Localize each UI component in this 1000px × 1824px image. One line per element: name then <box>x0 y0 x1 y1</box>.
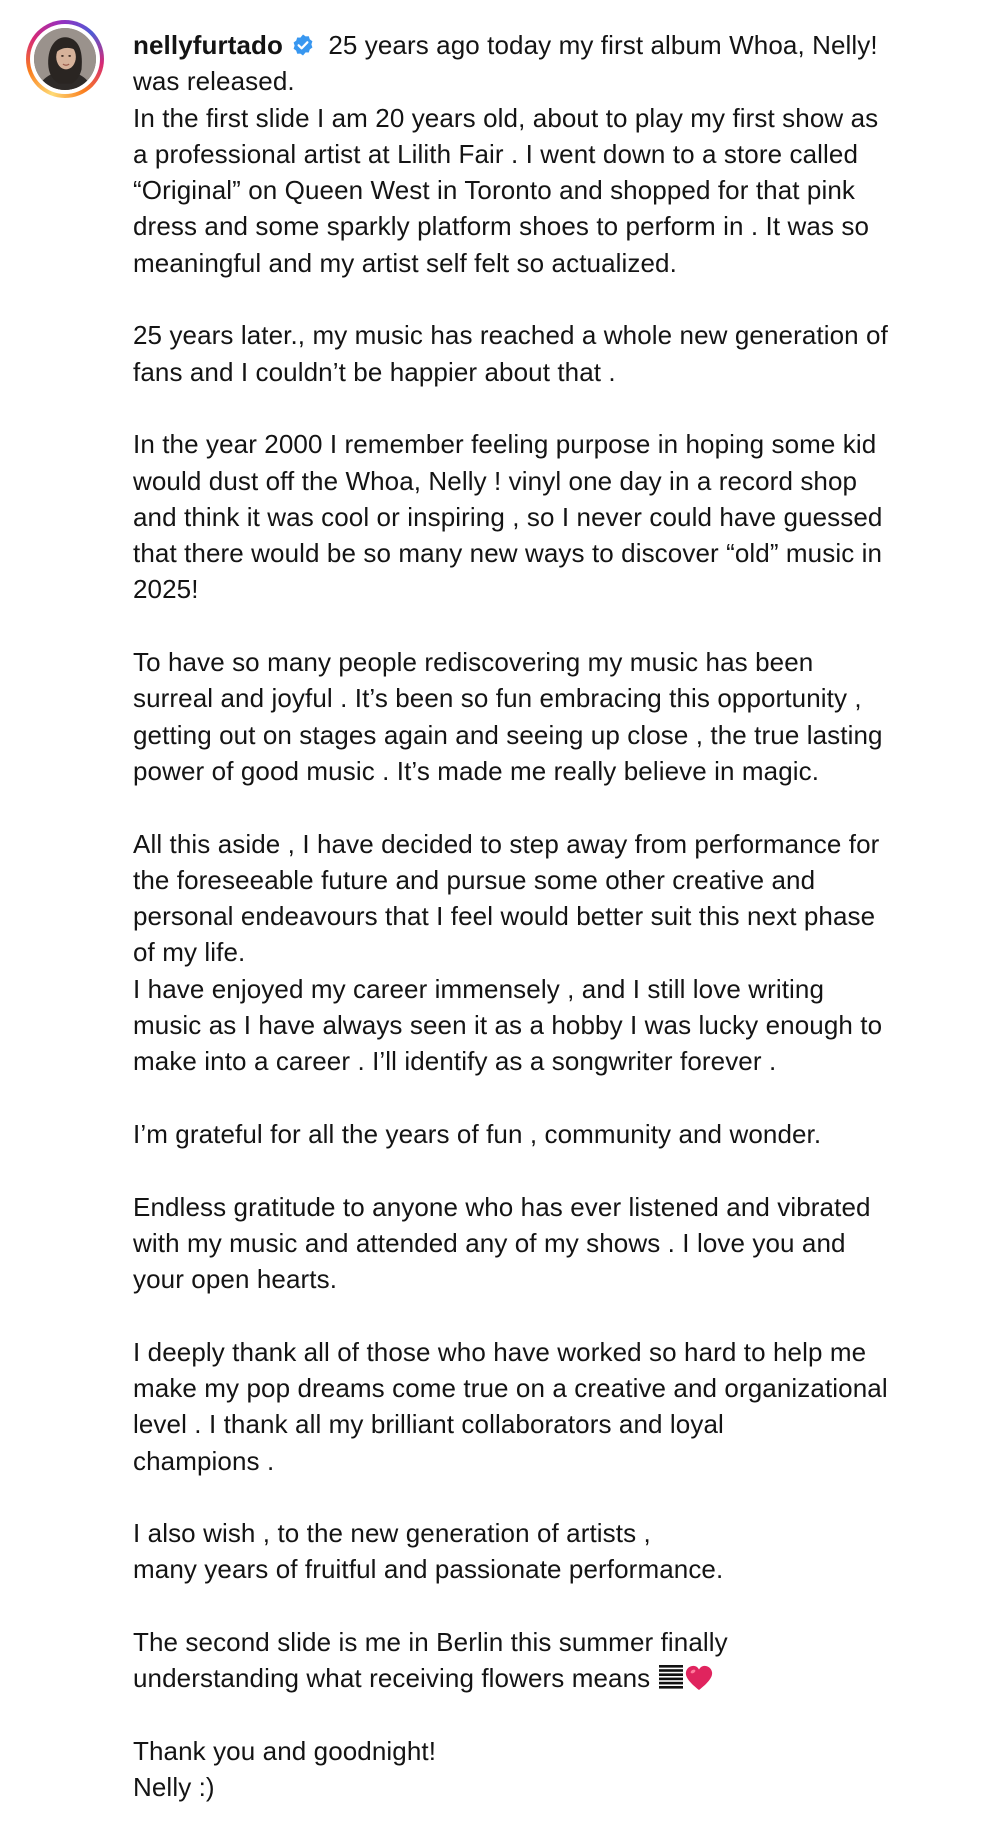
caption-line: your open hearts. <box>133 1264 338 1295</box>
caption-line: I deeply thank all of those who have worked so hard to help me <box>133 1336 867 1367</box>
red-heart-emoji <box>684 1663 714 1693</box>
caption-line: meaningful and my artist self felt so actualized. <box>133 247 677 278</box>
caption-line: In the first slide I am 20 years old, about to play my first show as <box>133 102 879 133</box>
caption-line: 2025! <box>133 574 199 605</box>
caption-line: The second slide is me in Berlin this summer finally <box>133 1627 728 1658</box>
caption-line: would dust off the Whoa, Nelly ! vinyl one day in a record shop <box>133 465 858 496</box>
caption-line: I’m grateful for all the years of fun , community and wonder. <box>133 1118 822 1149</box>
caption-line: I have enjoyed my career immensely , and I still love writing <box>133 973 825 1004</box>
username-link[interactable]: nellyfurtado <box>133 30 283 60</box>
caption-blank-line <box>133 608 993 644</box>
caption-line: “Original” on Queen West in Toronto and shopped for that pink <box>133 175 856 206</box>
caption-line: dress and some sparkly platform shoes to perform in . It was so <box>133 211 870 242</box>
caption-blank-line <box>133 789 993 825</box>
caption-line: Endless gratitude to anyone who has ever listened and vibrated <box>133 1191 871 1222</box>
caption-blank-line <box>133 281 993 317</box>
caption-blank-line <box>133 1297 993 1333</box>
caption-line: level . I thank all my brilliant collaborators and loyal <box>133 1409 724 1440</box>
caption-closing-line: Thank you and goodnight! <box>133 1735 437 1766</box>
avatar[interactable] <box>26 20 104 98</box>
caption-line: make into a career . I’ll identify as a songwriter forever . <box>133 1046 777 1077</box>
caption-line: In the year 2000 I remember feeling purpose in hoping some kid <box>133 429 877 460</box>
caption-blank-line <box>133 1080 993 1116</box>
caption-line: I also wish , to the new generation of artists , <box>133 1518 651 1549</box>
newspaper-lines-emoji <box>658 1663 684 1693</box>
caption-line: power of good music . It’s made me really believe in magic. <box>133 755 820 786</box>
caption-line: make my pop dreams come true on a creative and organizational <box>133 1372 888 1403</box>
caption-line: many years of fruitful and passionate performance. <box>133 1554 724 1585</box>
caption-line: of my life. <box>133 937 246 968</box>
caption-blank-line <box>133 1588 993 1624</box>
caption-line: champions . <box>133 1445 275 1476</box>
caption-blank-line <box>133 1697 993 1733</box>
caption-line: 25 years later., my music has reached a whole new generation of <box>133 320 888 351</box>
caption-line: with my music and attended any of my shows . I love you and <box>133 1227 846 1258</box>
caption-line: personal endeavours that I feel would better suit this next phase <box>133 901 876 932</box>
caption-line: the foreseeable future and pursue some other creative and <box>133 864 816 895</box>
caption-line: music as I have always seen it as a hobby I was lucky enough to <box>133 1010 883 1041</box>
caption-line: was released. <box>133 66 295 97</box>
caption-line: a professional artist at Lilith Fair . I went down to a store called <box>133 138 859 169</box>
caption-line: surreal and joyful . It’s been so fun embracing this opportunity , <box>133 683 862 714</box>
caption-line: getting out on stages again and seeing up close , the true lasting <box>133 719 883 750</box>
caption-body <box>133 63 993 1805</box>
caption-line: that there would be so many new ways to discover “old” music in <box>133 538 883 569</box>
caption-line: and think it was cool or inspiring , so I never could have guessed <box>133 501 883 532</box>
avatar-frame <box>30 24 100 94</box>
caption-line: To have so many people rediscovering my music has been <box>133 647 814 678</box>
avatar-photo <box>34 28 96 90</box>
verified-badge-icon <box>291 33 315 57</box>
caption-blank-line <box>133 390 993 426</box>
caption-line: All this aside , I have decided to step away from performance for <box>133 828 880 859</box>
post-caption <box>133 27 993 1806</box>
caption-closing-line: Nelly :) <box>133 1772 215 1803</box>
caption-first-line <box>133 27 993 63</box>
caption-opening-text: 25 years ago today my first album Whoa, Nelly! <box>321 30 878 60</box>
caption-blank-line <box>133 1152 993 1188</box>
caption-line: fans and I couldn’t be happier about that . <box>133 356 616 387</box>
caption-blank-line <box>133 1479 993 1515</box>
caption-line: understanding what receiving flowers means <box>133 1660 993 1696</box>
